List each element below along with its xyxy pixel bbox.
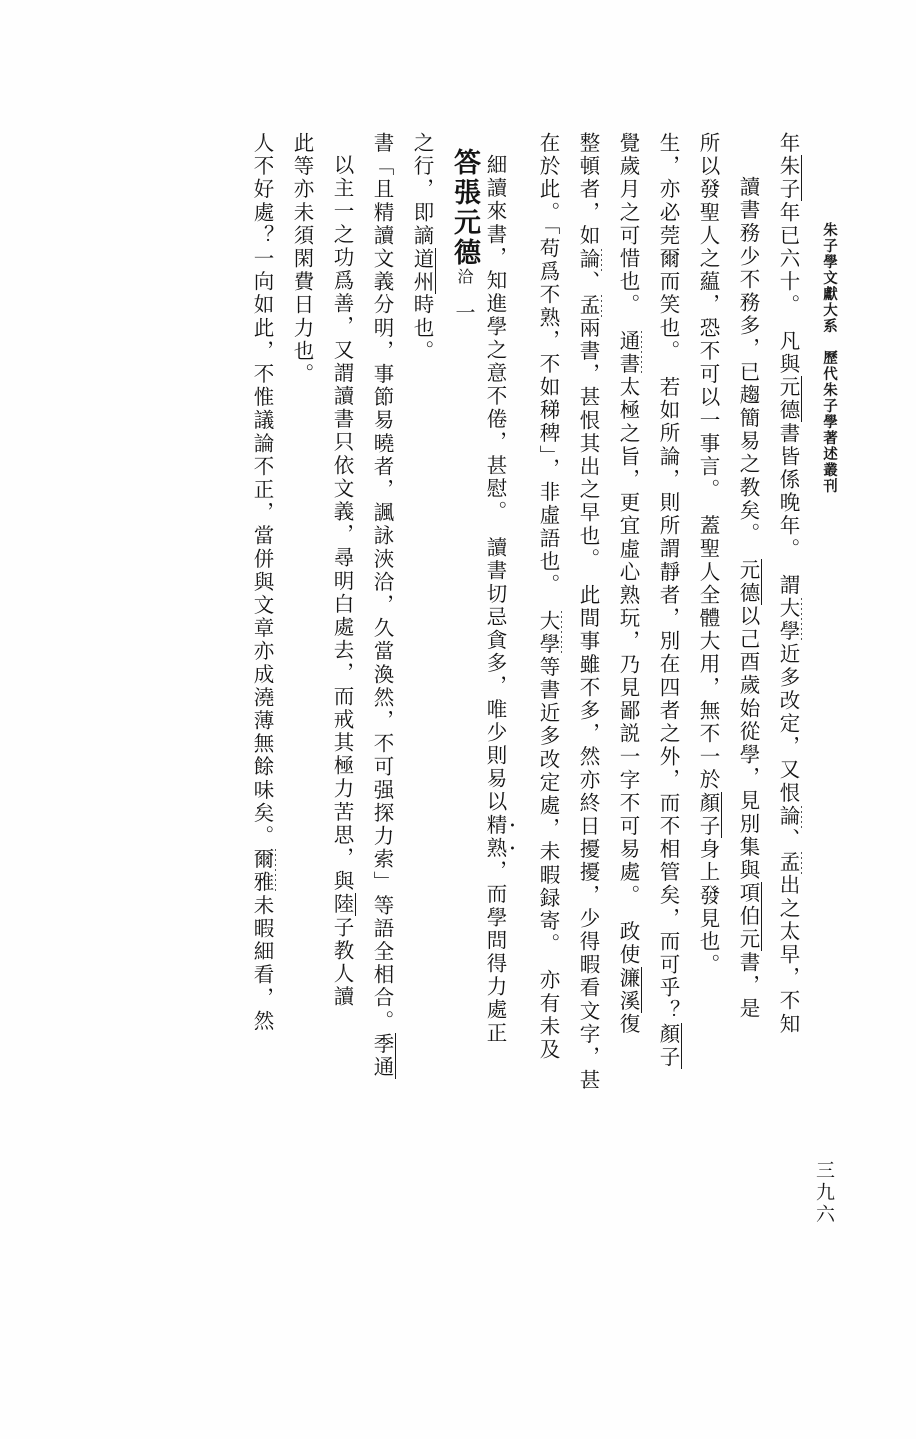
- text-column: 此等亦未須閑費日力也。: [290, 132, 314, 387]
- text-column: 書「且精讀文義分明，事節易曉者，諷詠浹洽，久當渙然，不可强探力索」等語全相合。季通: [370, 132, 394, 1080]
- text-column: 年朱子年已六十。凡與元德書皆係晚年。謂大學近多改定，又恨論、孟出之太早，不知: [776, 132, 800, 1036]
- text-column: 人不好處？一向如此，不惟議論不正，當併與文章亦成澆薄無餘味矣。爾雅未暇細看，然: [250, 132, 274, 1033]
- text-column: 生，亦必莞爾而笑也。若如所論，則所謂靜者，別在四者之外，而不相管矣，而可乎？顏子: [656, 132, 680, 1070]
- text-column: 所以發聖人之藴，恐不可以一事言。蓋聖人全體大用，無不一於顏子身上發見也。: [696, 132, 720, 977]
- text-column: 整頓者，如論、孟兩書，甚恨其出之早也。此間事雖不多，然亦終日擾擾，少得暇看文字，甚: [576, 132, 600, 1093]
- heading-title: 答張元德: [449, 148, 480, 268]
- section-heading: [432, 132, 478, 1307]
- vertical-text-block: [232, 132, 798, 1307]
- text-column: 以主一之功爲善，又謂讀書只依文義，尋明白處去，而戒其極力苦思，與陸子教人讀: [330, 154, 354, 1009]
- text-column: 在於此。「苟爲不熟，不如稊稗」，非虛語也。大學等書近多改定處，未暇録寄。亦有未及: [536, 132, 560, 1062]
- running-header: 朱子學文獻大系 歷代朱子學著述叢刊: [821, 222, 838, 494]
- text-column: 細讀來書，知進學之意不倦，甚慰。讀書切忌貪多，唯少則易以精熟，而學問得力處正: [483, 154, 507, 1045]
- text-column: 之行，即謫道州時也。: [410, 132, 434, 364]
- text-column: 讀書務少不務多，已趨簡易之教矣。元德以己酉歲始從學，見別集與項伯元書，是: [736, 176, 760, 1021]
- heading-annotation: 洽: [455, 268, 474, 286]
- heading-number: 一: [452, 302, 476, 325]
- page-number: 三九六: [813, 1160, 835, 1226]
- text-column: 覺歲月之可惜也。通書太極之旨，更宜虛心熟玩，乃見鄙説一字不可易處。政使濂溪復: [616, 132, 640, 1036]
